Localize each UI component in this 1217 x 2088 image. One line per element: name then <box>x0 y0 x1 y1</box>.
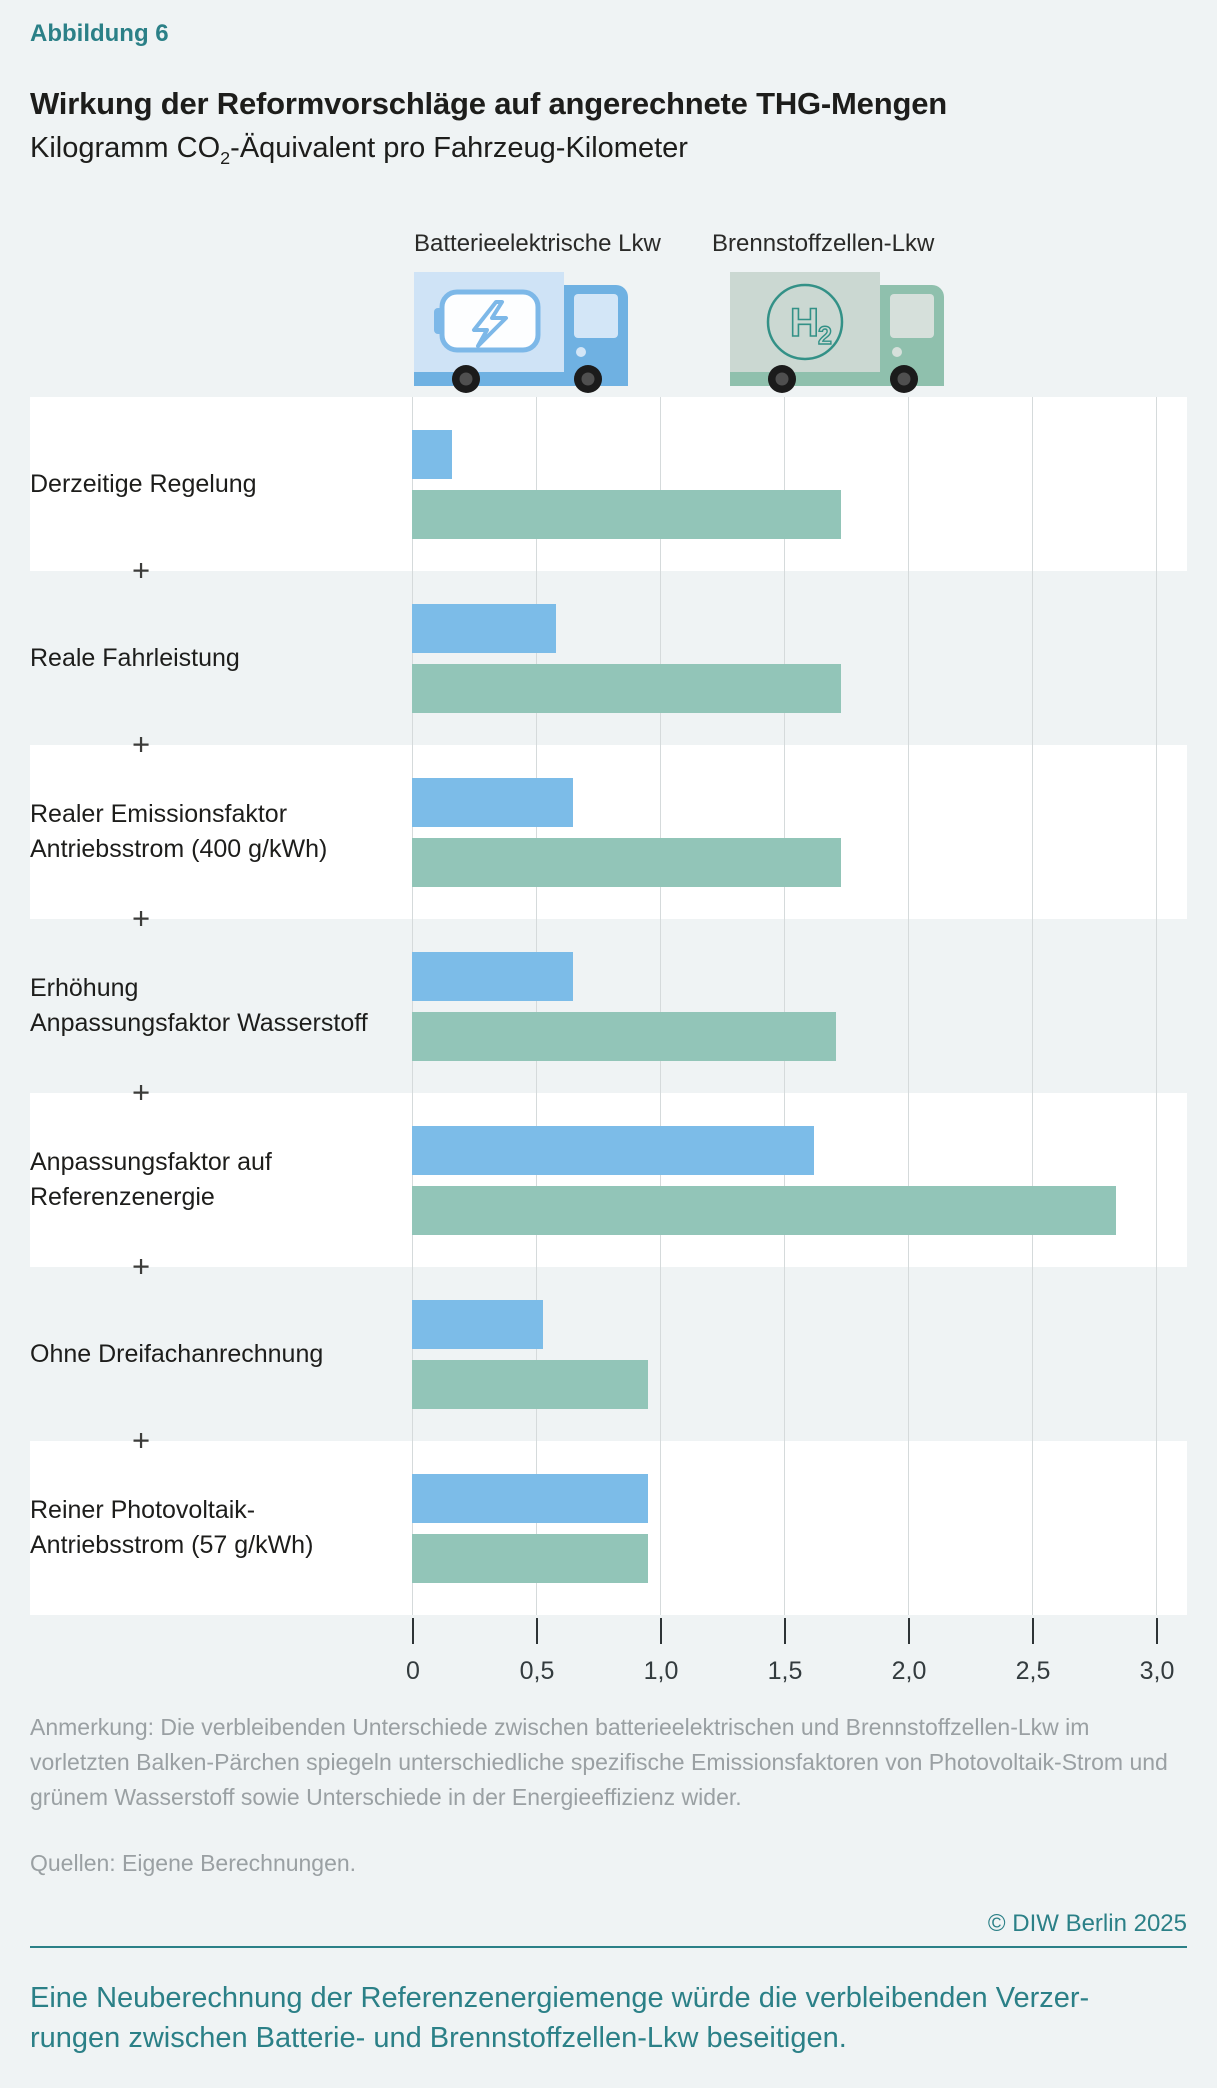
legend-label-fuelcell-truck: Brennstoffzellen-Lkw <box>712 230 935 257</box>
axis-tick <box>1032 1618 1034 1644</box>
bar-pair <box>412 919 1187 1093</box>
bev-bar <box>412 430 452 479</box>
bev-bar <box>412 1474 648 1523</box>
subtitle-prefix: Kilogramm CO <box>30 132 221 164</box>
battery-electric-truck-icon <box>414 266 630 396</box>
chart-row <box>30 1074 1187 1267</box>
figure-subtitle <box>30 132 688 169</box>
bev-bar <box>412 1126 814 1175</box>
chart-row <box>30 1248 1187 1441</box>
axis-tick <box>1156 1618 1158 1644</box>
h2-text: H <box>790 301 819 345</box>
chart-row <box>30 397 1187 571</box>
axis-tick-label: 0,5 <box>519 1657 555 1685</box>
axis-tick-label: 2,5 <box>1015 1657 1051 1685</box>
battery-icon <box>434 292 538 350</box>
plus-separator: + <box>132 726 151 762</box>
note-text: Anmerkung: Die verbleibenden Unterschiede zwischen batterieelektrischen und Brennstoffzellen-Lkw im vorletzten Balken-Pärchen spiegeln unterschiedliche spezifische Emissionsfaktoren von Photovoltaik-Strom und grünem Wasserstoff sowie Unterschiede in der Energieeffizienz wider. <box>30 1714 1168 1810</box>
fcev-bar <box>412 838 841 887</box>
fcev-bar <box>412 1012 836 1061</box>
h2-sub-text: 2 <box>818 322 832 350</box>
conclusion-line: Eine Neuberechnung der Referenzenergiemenge würde die verbleibenden Verzer- <box>30 1982 1090 2014</box>
plus-separator: + <box>132 1422 151 1458</box>
fcev-bar <box>412 1534 648 1583</box>
bar-pair <box>412 397 1187 571</box>
fcev-bar <box>412 1186 1116 1235</box>
bev-bar <box>412 604 556 653</box>
axis-tick-label: 0 <box>406 1657 420 1685</box>
axis-tick-label: 1,5 <box>767 1657 803 1685</box>
conclusion-text <box>30 1978 1089 2058</box>
axis-tick-label: 1,0 <box>643 1657 679 1685</box>
bar-pair <box>412 571 1187 745</box>
legend-label-battery-truck: Batterieelektrische Lkw <box>414 230 661 257</box>
plus-separator: + <box>132 1074 151 1110</box>
fcev-bar <box>412 664 841 713</box>
category-label: Anpassungsfaktor auf Referenzenergie <box>30 1148 272 1211</box>
axis-tick <box>660 1618 662 1644</box>
x-axis <box>30 1615 1187 1710</box>
fcev-bar <box>412 1360 648 1409</box>
axis-tick-label: 2,0 <box>891 1657 927 1685</box>
category-label: Ohne Dreifachanrechnung <box>30 1339 324 1368</box>
plus-separator: + <box>132 552 151 588</box>
axis-tick <box>536 1618 538 1644</box>
bar-chart <box>30 397 1187 1710</box>
conclusion-line: rungen zwischen Batterie- und Brennstoffzellen-Lkw beseitigen. <box>30 2022 847 2054</box>
bev-bar <box>412 1300 543 1349</box>
figure-number: Abbildung 6 <box>30 20 169 47</box>
bar-pair <box>412 1441 1187 1615</box>
subtitle-subscript: 2 <box>220 147 231 168</box>
category-label: Erhöhung Anpassungsfaktor Wasserstoff <box>30 974 368 1037</box>
divider-rule <box>30 1946 1187 1948</box>
plus-separator: + <box>132 900 151 936</box>
plus-separator: + <box>132 1248 151 1284</box>
bev-bar <box>412 952 573 1001</box>
fuel-cell-truck-icon <box>730 266 946 396</box>
axis-tick <box>784 1618 786 1644</box>
category-label: Derzeitige Regelung <box>30 469 257 498</box>
chart-row <box>30 552 1187 745</box>
chart-row <box>30 900 1187 1093</box>
bev-bar <box>412 778 573 827</box>
axis-tick-label: 3,0 <box>1139 1657 1175 1685</box>
source-text: Quellen: Eigene Berechnungen. <box>30 1850 357 1876</box>
figure-title: Wirkung der Reformvorschläge auf angerechnete THG-Mengen <box>30 86 947 121</box>
subtitle-suffix: -Äquivalent pro Fahrzeug-Kilometer <box>230 132 688 164</box>
copyright-text: © DIW Berlin 2025 <box>987 1910 1187 1937</box>
category-label: Realer Emissionsfaktor Antriebsstrom (400 g/kWh) <box>30 800 328 863</box>
category-label: Reale Fahrleistung <box>30 643 240 672</box>
chart-rows <box>30 397 1187 1615</box>
chart-row <box>30 726 1187 919</box>
chart-row <box>30 1422 1187 1615</box>
bar-pair <box>412 745 1187 919</box>
axis-tick <box>412 1618 414 1644</box>
category-label: Reiner Photovoltaik- Antriebsstrom (57 g/kWh) <box>30 1496 314 1559</box>
fcev-bar <box>412 490 841 539</box>
bar-pair <box>412 1267 1187 1441</box>
bar-pair <box>412 1093 1187 1267</box>
axis-tick <box>908 1618 910 1644</box>
